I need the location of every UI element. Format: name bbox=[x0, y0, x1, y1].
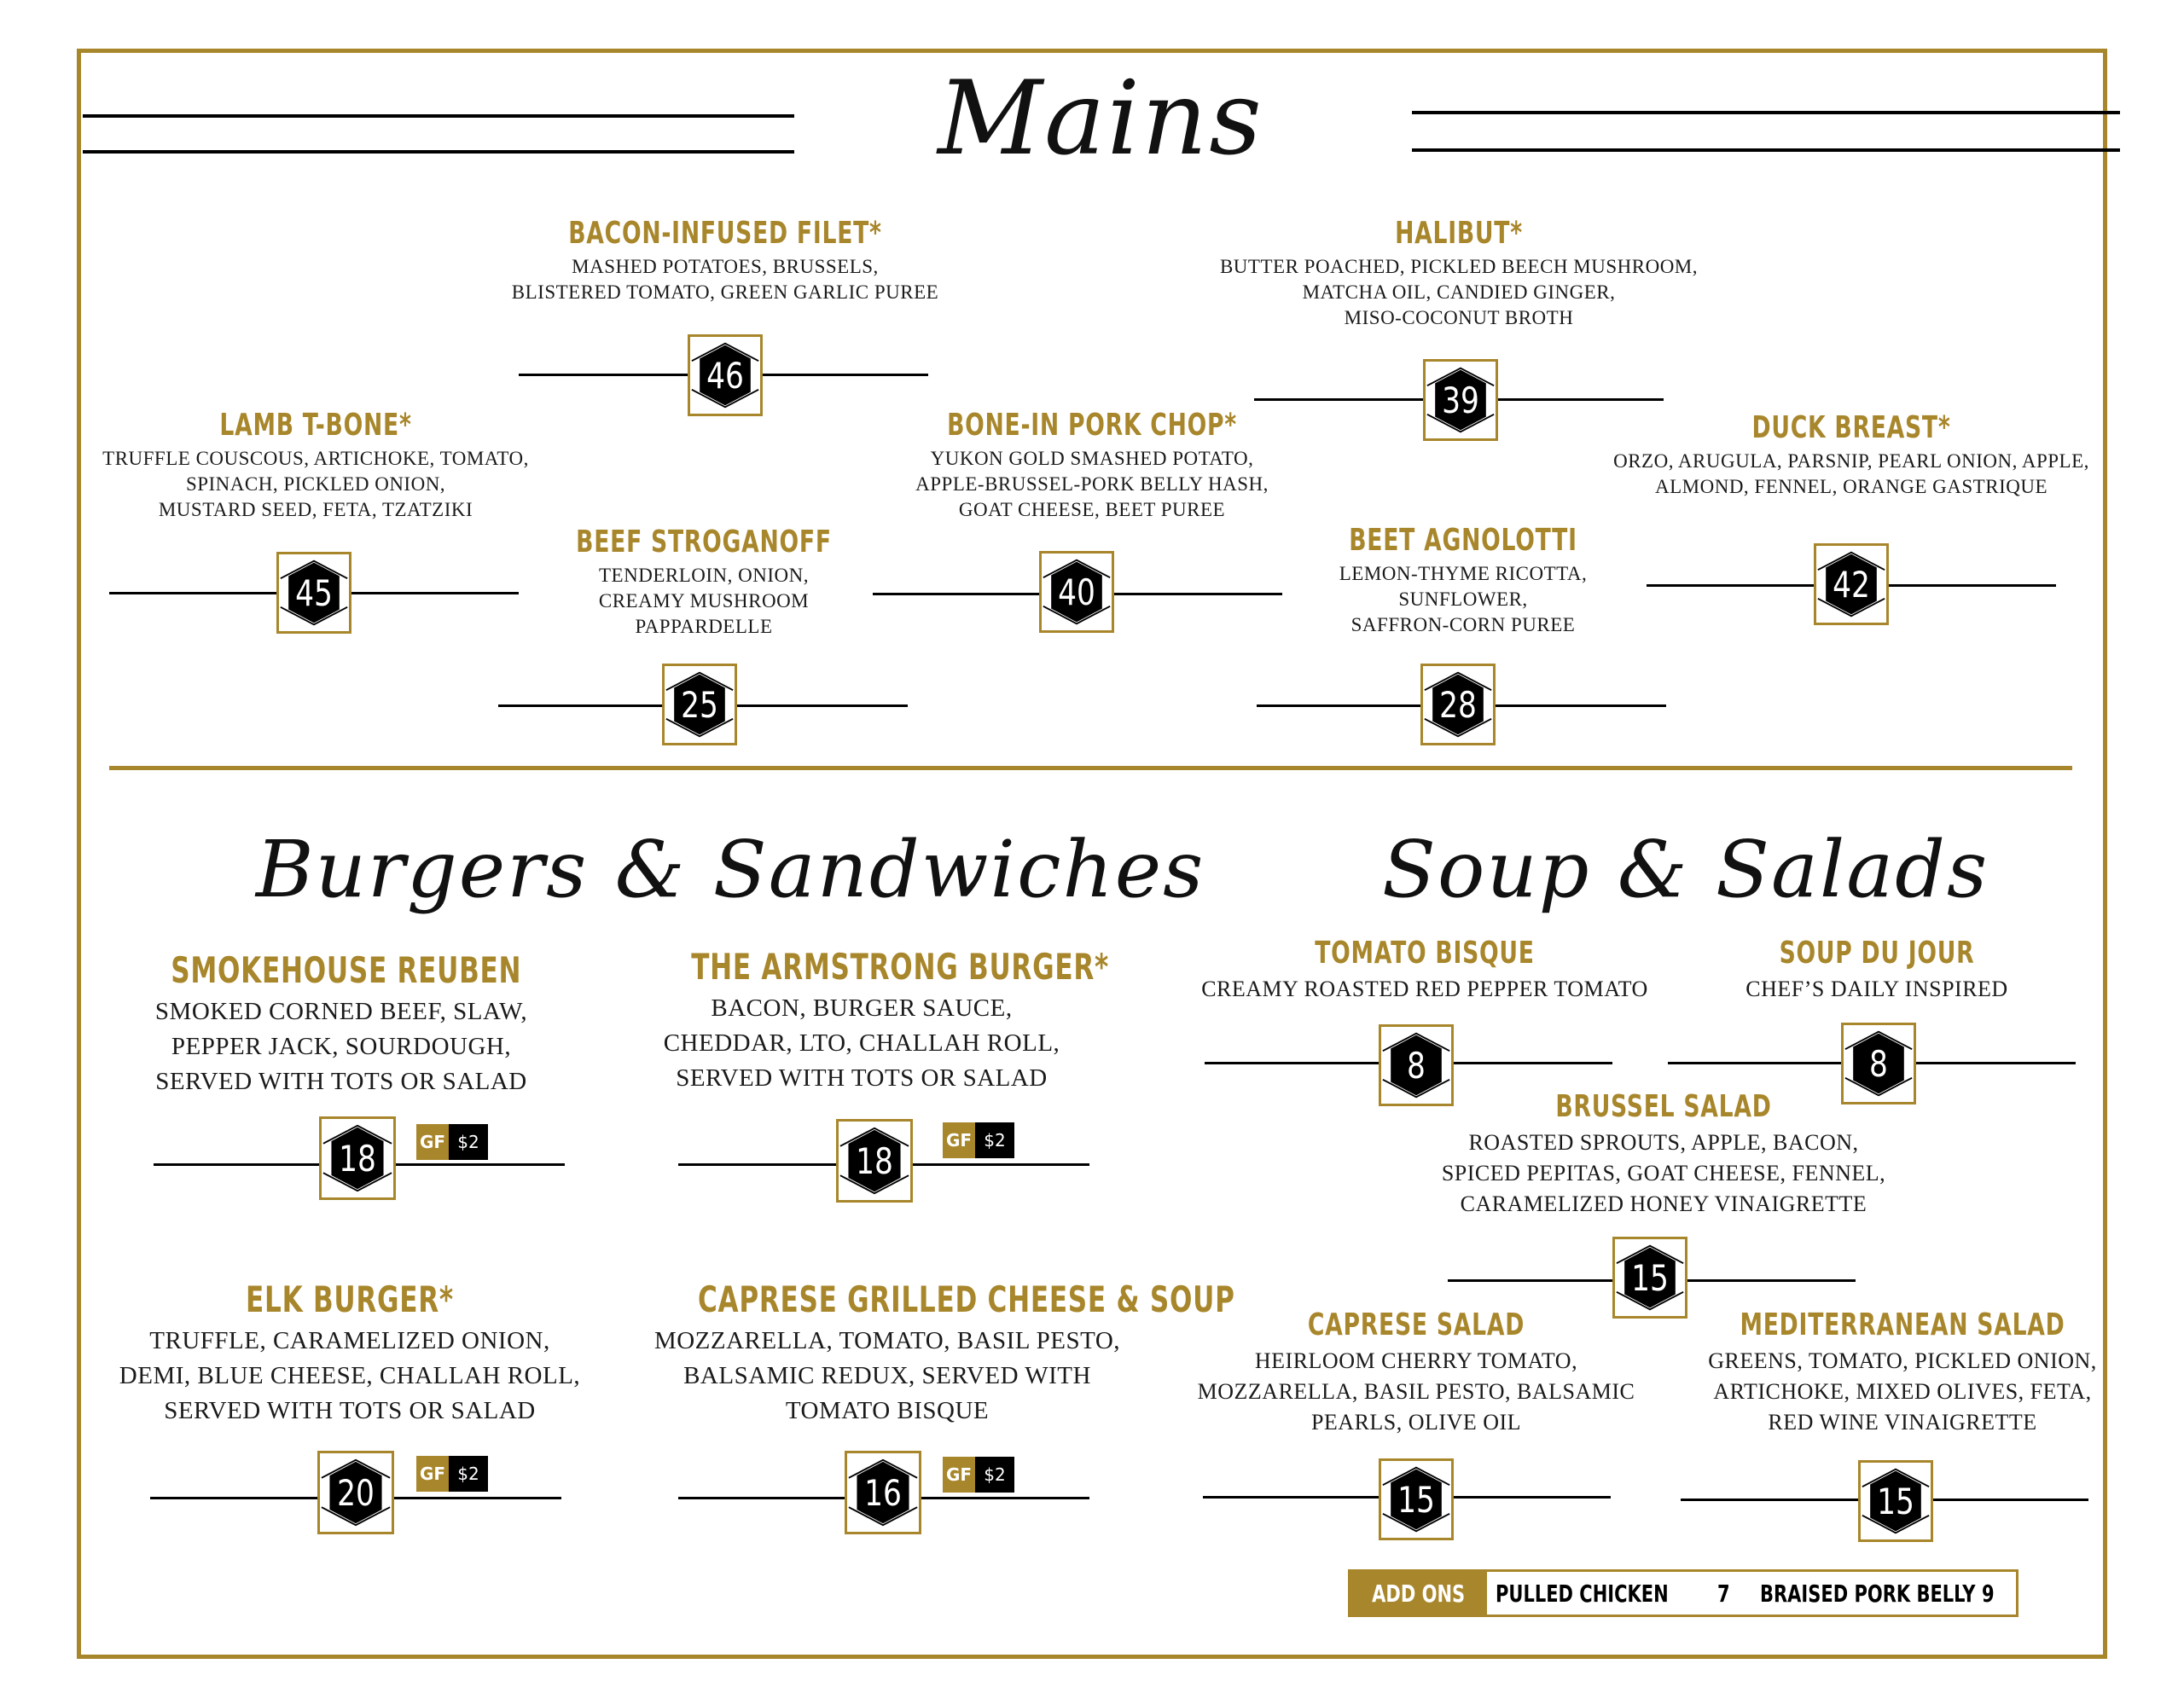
menu-item-brussel-salad bbox=[1399, 1087, 1928, 1220]
item-description: TRUFFLE COUSCOUS, ARTICHOKE, TOMATO, SPINACH, PICKLED ONION, MUSTARD SEED, FETA, TZATZIKI bbox=[102, 448, 529, 520]
price-value: 15 bbox=[1631, 1256, 1669, 1299]
price-badge bbox=[1814, 543, 1889, 625]
item-description: ROASTED SPROUTS, APPLE, BACON, SPICED PEPITAS, GOAT CHEESE, FENNEL, CARAMELIZED HONEY VINAIGRETTE bbox=[1441, 1130, 1886, 1216]
gf-price: $2 bbox=[975, 1122, 1014, 1158]
item-description: ORZO, ARUGULA, PARSNIP, PEARL ONION, APPLE, ALMOND, FENNEL, ORANGE GASTRIQUE bbox=[1613, 450, 2089, 497]
gf-label: GF bbox=[416, 1124, 449, 1160]
gluten-free-badge bbox=[416, 1124, 488, 1160]
gf-price: $2 bbox=[449, 1124, 488, 1160]
price-badge bbox=[845, 1451, 921, 1534]
price-badge bbox=[276, 552, 351, 634]
item-description: SMOKED CORNED BEEF, SLAW, PEPPER JACK, SOURDOUGH, SERVED WITH TOTS OR SALAD bbox=[154, 998, 528, 1095]
gf-label: GF bbox=[416, 1456, 449, 1492]
gluten-free-badge bbox=[416, 1456, 488, 1492]
item-name: BACON-INFUSED FILET* bbox=[568, 216, 882, 251]
item-description: BACON, BURGER SAUCE, CHEDDAR, LTO, CHALLAH ROLL, SERVED WITH TOTS OR SALAD bbox=[663, 994, 1060, 1092]
price-value: 18 bbox=[856, 1139, 893, 1182]
menu-item-soup-du-jour bbox=[1706, 933, 2048, 1005]
item-description: GREENS, TOMATO, PICKLED ONION, ARTICHOKE, MIXED OLIVES, FETA, RED WINE VINAIGRETTE bbox=[1708, 1348, 2097, 1435]
menu-item-tomato-bisque bbox=[1177, 933, 1672, 1005]
section-title-mains: Mains bbox=[938, 60, 1263, 178]
menu-item-lamb-t-bone bbox=[77, 405, 555, 523]
section-divider bbox=[109, 766, 2072, 770]
gf-price: $2 bbox=[449, 1456, 488, 1492]
menu-item-caprese-salad bbox=[1186, 1305, 1647, 1438]
price-value: 15 bbox=[1397, 1478, 1435, 1521]
price-value: 18 bbox=[339, 1137, 376, 1180]
add-on-name: PULLED CHICKEN bbox=[1496, 1579, 1669, 1608]
menu-item-bacon-infused-filet bbox=[478, 213, 973, 305]
heading-rule bbox=[1412, 148, 2120, 152]
price-badge bbox=[1612, 1237, 1687, 1319]
price-value: 20 bbox=[337, 1471, 375, 1514]
price-badge bbox=[1039, 551, 1114, 633]
gf-label: GF bbox=[943, 1122, 975, 1158]
price-badge bbox=[317, 1451, 394, 1534]
add-on-item bbox=[1751, 1572, 1982, 1615]
item-name: TOMATO BISQUE bbox=[1315, 936, 1535, 971]
item-description: HEIRLOOM CHERRY TOMATO, MOZZARELLA, BASIL PESTO, BALSAMIC PEARLS, OLIVE OIL bbox=[1197, 1348, 1635, 1435]
add-ons-label bbox=[1350, 1572, 1487, 1615]
price-value: 45 bbox=[295, 571, 333, 614]
section-title-burgers: Burgers & Sandwiches bbox=[256, 824, 1205, 915]
menu-item-halibut bbox=[1203, 213, 1715, 331]
price-value: 8 bbox=[1869, 1042, 1888, 1085]
add-on-name: BRAISED PORK BELLY bbox=[1760, 1579, 1976, 1608]
item-description: BUTTER POACHED, PICKLED BEECH MUSHROOM, MATCHA OIL, CANDIED GINGER, MISO-COCONUT BROTH bbox=[1219, 256, 1699, 328]
price-badge bbox=[1379, 1458, 1454, 1540]
price-badge bbox=[836, 1119, 913, 1203]
menu-item-smokehouse-reuben bbox=[111, 947, 572, 1099]
heading-rule bbox=[83, 150, 794, 154]
price-badge bbox=[1423, 359, 1498, 441]
item-description: MASHED POTATOES, BRUSSELS, BLISTERED TOMATO, GREEN GARLIC PUREE bbox=[511, 256, 939, 303]
item-name: BEET AGNOLOTTI bbox=[1349, 523, 1577, 558]
price-value: 42 bbox=[1833, 563, 1870, 606]
menu-item-elk-burger bbox=[111, 1276, 589, 1429]
add-on-price-value: 7 bbox=[1717, 1579, 1730, 1608]
section-title-soups: Soup & Salads bbox=[1382, 824, 1989, 915]
price-value: 8 bbox=[1407, 1044, 1426, 1087]
add-ons-bar bbox=[1348, 1569, 2018, 1617]
item-name: BEEF STROGANOFF bbox=[576, 525, 832, 559]
gf-price: $2 bbox=[975, 1457, 1014, 1493]
item-description: LEMON-THYME RICOTTA, SUNFLOWER, SAFFRON-CORN PUREE bbox=[1339, 563, 1588, 635]
price-badge bbox=[1858, 1460, 1933, 1542]
gluten-free-badge bbox=[943, 1457, 1014, 1493]
item-description: CREAMY ROASTED RED PEPPER TOMATO bbox=[1201, 977, 1648, 1001]
price-value: 15 bbox=[1877, 1480, 1914, 1522]
add-on-item bbox=[1487, 1572, 1717, 1615]
gf-label: GF bbox=[943, 1457, 975, 1493]
item-name: CAPRESE SALAD bbox=[1307, 1307, 1525, 1342]
menu-item-bone-in-pork-chop bbox=[853, 405, 1331, 523]
price-badge bbox=[688, 334, 763, 416]
item-name: HALIBUT* bbox=[1395, 216, 1523, 251]
price-value: 28 bbox=[1439, 683, 1477, 726]
price-value: 40 bbox=[1058, 571, 1095, 613]
price-badge bbox=[1420, 664, 1496, 745]
add-on-price bbox=[1717, 1572, 1751, 1615]
heading-rule bbox=[1412, 111, 2120, 114]
menu-item-armstrong-burger bbox=[631, 943, 1109, 1096]
menu-item-duck-breast bbox=[1587, 408, 2116, 500]
add-on-price-value: 9 bbox=[1982, 1579, 1995, 1608]
add-ons-label-text: ADD ONS bbox=[1372, 1579, 1466, 1608]
add-on-price bbox=[1982, 1572, 2016, 1615]
gluten-free-badge bbox=[943, 1122, 1014, 1158]
price-badge bbox=[319, 1116, 396, 1200]
item-description: MOZZARELLA, TOMATO, BASIL PESTO, BALSAMIC REDUX, SERVED WITH TOMATO BISQUE bbox=[653, 1327, 1121, 1424]
item-description: TRUFFLE, CARAMELIZED ONION, DEMI, BLUE CHEESE, CHALLAH ROLL, SERVED WITH TOTS OR SALAD bbox=[119, 1327, 581, 1424]
menu-item-caprese-grilled-cheese bbox=[631, 1276, 1235, 1429]
item-name: BRUSSEL SALAD bbox=[1555, 1089, 1772, 1124]
item-name: SMOKEHOUSE REUBEN bbox=[171, 949, 522, 991]
item-description: YUKON GOLD SMASHED POTATO, APPLE-BRUSSEL-PORK BELLY HASH, GOAT CHEESE, BEET PUREE bbox=[915, 448, 1269, 520]
menu-item-beet-agnolotti bbox=[1288, 520, 1638, 638]
price-badge bbox=[1379, 1024, 1454, 1106]
item-name: SOUP DU JOUR bbox=[1779, 936, 1975, 971]
item-description: CHEF’S DAILY INSPIRED bbox=[1745, 977, 2008, 1001]
item-name: DUCK BREAST* bbox=[1751, 410, 1951, 445]
item-description: TENDERLOIN, ONION, CREAMY MUSHROOM PAPPARDELLE bbox=[598, 565, 810, 637]
item-name: ELK BURGER* bbox=[246, 1278, 454, 1320]
item-name: LAMB T-BONE* bbox=[219, 408, 412, 443]
price-value: 16 bbox=[864, 1471, 902, 1514]
price-badge bbox=[1841, 1023, 1916, 1104]
price-value: 46 bbox=[706, 354, 744, 397]
price-badge bbox=[662, 664, 737, 745]
menu-item-mediterranean-salad bbox=[1672, 1305, 2133, 1438]
heading-rule bbox=[83, 114, 794, 118]
item-name: CAPRESE GRILLED CHEESE & SOUP bbox=[698, 1278, 1235, 1320]
price-value: 25 bbox=[681, 683, 718, 726]
item-name: BONE-IN PORK CHOP* bbox=[947, 408, 1237, 443]
menu-item-beef-stroganoff bbox=[529, 522, 879, 640]
price-value: 39 bbox=[1442, 379, 1479, 421]
item-name: MEDITERRANEAN SALAD bbox=[1740, 1307, 2065, 1342]
item-name: THE ARMSTRONG BURGER* bbox=[691, 946, 1109, 988]
